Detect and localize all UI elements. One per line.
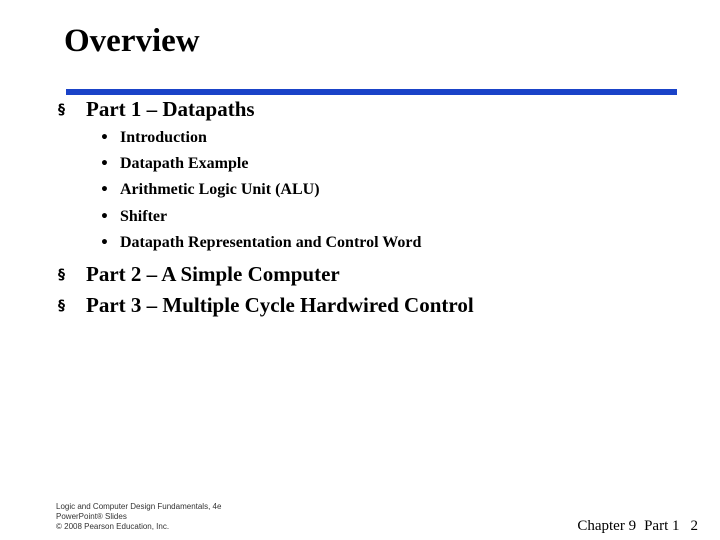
section-label: Part 1 – Datapaths xyxy=(86,97,255,121)
bullet-icon: • xyxy=(100,235,109,251)
section-label: Part 3 – Multiple Cycle Hardwired Control xyxy=(86,293,474,317)
section-part-2 xyxy=(58,261,340,290)
list-item xyxy=(100,206,167,228)
slide-footer xyxy=(577,517,698,535)
list-item xyxy=(100,153,248,175)
section-part-1 xyxy=(58,96,255,125)
list-item-label: Datapath Example xyxy=(120,155,249,172)
part-label: Part 1 xyxy=(644,518,680,534)
chapter-label: Chapter 9 xyxy=(577,518,637,534)
bullet-icon: • xyxy=(100,182,109,198)
bullet-icon: • xyxy=(100,156,109,172)
list-item-label: Datapath Representation and Control Word xyxy=(120,234,422,251)
publisher-credit xyxy=(56,502,221,532)
section-label: Part 2 – A Simple Computer xyxy=(86,262,340,286)
section-bullet-icon: § xyxy=(58,267,65,283)
slides-label: PowerPoint® Slides xyxy=(56,512,127,521)
list-item xyxy=(100,127,207,149)
book-title: Logic and Computer Design Fundamentals, 4e xyxy=(56,502,222,511)
list-item xyxy=(100,179,320,201)
list-item-label: Introduction xyxy=(120,129,207,146)
bullet-icon: • xyxy=(100,130,109,146)
page-number: 2 xyxy=(690,518,698,534)
title-underline xyxy=(66,89,677,95)
section-part-3 xyxy=(58,292,474,321)
bullet-icon: • xyxy=(100,209,109,225)
copyright: © 2008 Pearson Education, Inc. xyxy=(56,522,170,531)
list-item-label: Shifter xyxy=(120,208,168,225)
section-bullet-icon: § xyxy=(58,298,65,314)
list-item xyxy=(100,232,421,254)
section-bullet-icon: § xyxy=(58,102,65,118)
list-item-label: Arithmetic Logic Unit (ALU) xyxy=(120,181,320,198)
slide-title: Overview xyxy=(64,23,200,59)
